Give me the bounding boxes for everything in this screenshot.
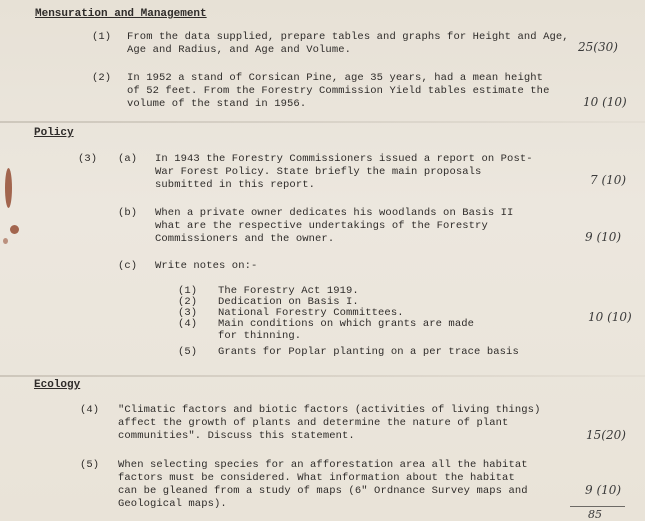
score-mark: 15(20) [586, 428, 626, 442]
rust-stain [10, 225, 19, 234]
paper-fold [0, 121, 645, 123]
subquestion-label: (a) [118, 153, 138, 165]
note-item-text: The Forestry Act 1919. [218, 285, 359, 297]
note-item-number: (2) [178, 296, 198, 308]
question-text-line: When a private owner dedicates his woodlands on Basis II [155, 207, 514, 219]
question-text-line: When selecting species for an afforestation area all the habitat [118, 459, 528, 471]
question-number: (1) [92, 31, 112, 43]
note-item-text: Grants for Poplar planting on a per trace basis [218, 346, 519, 358]
score-mark: 7 (10) [590, 173, 627, 187]
question-text-line: Age and Radius, and Age and Volume. [127, 44, 352, 56]
question-text-line: In 1943 the Forestry Commissioners issued a report on Post- [155, 153, 533, 165]
section-heading-ecology: Ecology [34, 379, 81, 391]
note-item-text: Dedication on Basis I. [218, 296, 359, 308]
question-number: (2) [92, 72, 112, 84]
note-item-number: (1) [178, 285, 198, 297]
question-text-line: factors must be considered. What information about the habitat [118, 472, 515, 484]
question-text-line: War Forest Policy. State briefly the main proposals [155, 166, 482, 178]
rust-stain [3, 238, 8, 244]
score-mark: 10 (10) [583, 95, 627, 109]
question-text-line: "Climatic factors and biotic factors (activities of living things) [118, 404, 541, 416]
rust-stain [5, 168, 12, 208]
question-text-line: what are the respective undertakings of the Forestry [155, 220, 488, 232]
question-text-line: can be gleaned from a study of maps (6" Ordnance Survey maps and [118, 485, 528, 497]
question-text-line: In 1952 a stand of Corsican Pine, age 35 years, had a mean height [127, 72, 544, 84]
subquestion-label: (b) [118, 207, 138, 219]
question-text-line: of 52 feet. From the Forestry Commission Yield tables estimate the [127, 85, 550, 97]
subquestion-label: (c) [118, 260, 138, 272]
note-item-number: (4) [178, 318, 198, 330]
question-number: (5) [80, 459, 100, 471]
total-underline [570, 506, 625, 507]
score-mark: 9 (10) [585, 230, 622, 244]
note-item-number: (5) [178, 346, 198, 358]
question-text-line: submitted in this report. [155, 179, 316, 191]
question-text-line: communities". Discuss this statement. [118, 430, 355, 442]
question-text-line: Geological maps). [118, 498, 227, 510]
total-mark: 85 [588, 508, 602, 521]
note-item-text: Main conditions on which grants are made [218, 318, 475, 330]
question-text-line: From the data supplied, prepare tables and graphs for Height and Age, [127, 31, 569, 43]
question-text-line: Write notes on:- [155, 260, 258, 272]
score-mark: 25(30) [578, 40, 618, 54]
question-number: (4) [80, 404, 100, 416]
question-text-line: volume of the stand in 1956. [127, 98, 307, 110]
score-mark: 10 (10) [588, 310, 632, 324]
question-number: (3) [78, 153, 98, 165]
score-mark: 9 (10) [585, 483, 622, 497]
question-text-line: affect the growth of plants and determine the nature of plant [118, 417, 509, 429]
paper-fold [0, 375, 645, 377]
note-item-text: National Forestry Committees. [218, 307, 404, 319]
note-item-text: for thinning. [218, 330, 302, 342]
question-text-line: Commissioners and the owner. [155, 233, 335, 245]
note-item-number: (3) [178, 307, 198, 319]
section-heading-mensuration: Mensuration and Management [35, 8, 207, 20]
section-heading-policy: Policy [34, 127, 74, 139]
